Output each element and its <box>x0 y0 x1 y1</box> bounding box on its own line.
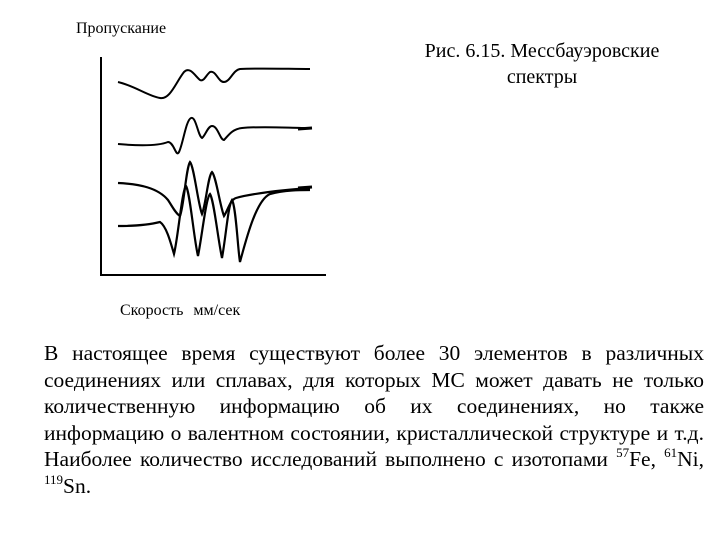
spectrum-curve-1 <box>118 69 310 99</box>
isotope-ni-symbol: Ni <box>677 447 699 471</box>
separator-1: , <box>650 447 665 471</box>
x-axis-unit: мм/сек <box>193 302 241 319</box>
x-axis-label-text: Скорость <box>120 302 184 319</box>
figure-caption-line-2: спектры <box>506 66 578 88</box>
isotope-fe-mass: 57 <box>616 445 630 460</box>
spectrum-end-mark-2 <box>298 128 312 129</box>
spectrum-end-mark-3 <box>298 187 312 188</box>
spectrum-curve-4 <box>118 186 310 262</box>
spectrum-curve-2 <box>118 118 310 153</box>
y-axis-label: Пропускание <box>76 20 167 37</box>
x-axis-label <box>120 302 240 320</box>
sentence-end: . <box>85 473 92 498</box>
isotope-fe-symbol: Fe <box>629 447 651 471</box>
isotope-sn-mass: 119 <box>44 471 64 487</box>
body-text: В настоящее время существуют более 30 элементов в различных соединениях или сплавах, для которых МС может давать не только количественную информацию об их соединениях, но также информацию о валентном состоянии, кристаллической структуре и т.д. Наиболее количество исследований выполнено с изотопами <box>44 341 704 471</box>
isotope-sn-symbol: Sn <box>63 473 86 498</box>
body-paragraph <box>44 340 704 499</box>
isotope-ni-mass: 61 <box>664 445 678 460</box>
figure-caption <box>402 38 682 90</box>
figure-caption-line-1: Рис. 6.15. Мессбауэровские <box>424 40 660 62</box>
separator-2: , <box>698 447 705 471</box>
